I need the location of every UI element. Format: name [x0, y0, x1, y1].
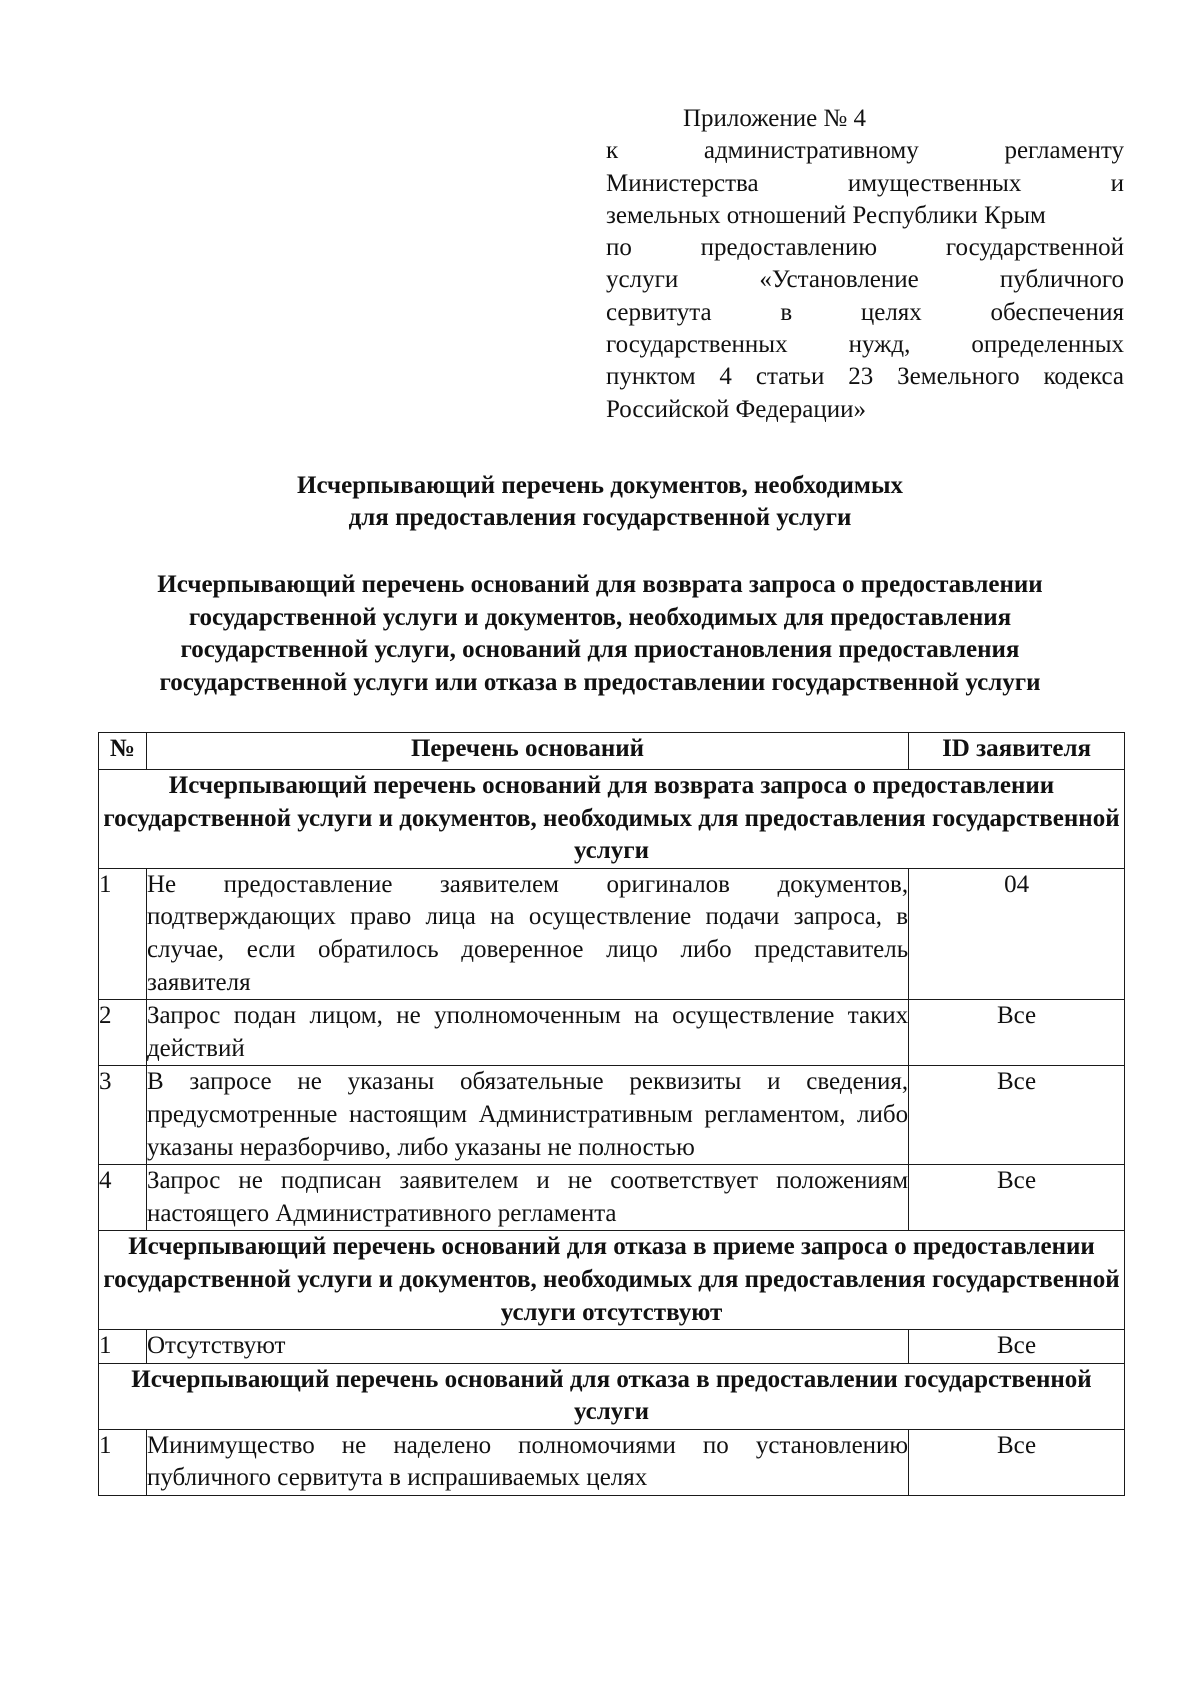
- heading-line: государственной услуги и документов, необходимых для предоставления: [188, 603, 1012, 631]
- appendix-line: Министерства имущественных и: [606, 169, 1124, 197]
- appendix-line: пунктом 4 статьи 23 Земельного кодекса: [606, 363, 1124, 391]
- table-row: [99, 1165, 1125, 1231]
- section-title: Исчерпывающий перечень оснований для отказа в предоставлении государственной услуги: [99, 1363, 1125, 1429]
- row-ground-text: Запрос не подписан заявителем и не соответствует положениям настоящего Административного регламента: [146, 1165, 908, 1231]
- section-title: Исчерпывающий перечень оснований для отказа в приеме запроса о предоставлении государственной услуги и документов, необходимых для предоставления государственной услуги отсутствуют: [99, 1231, 1125, 1330]
- row-number: 1: [99, 1429, 147, 1495]
- heading-line: Исчерпывающий перечень документов, необходимых: [297, 472, 903, 499]
- grounds-heading: [90, 569, 1110, 699]
- appendix-line: земельных отношений Республики Крым: [606, 201, 1046, 229]
- appendix-title: Приложение № 4: [683, 105, 867, 132]
- heading-line: для предоставления государственной услуги: [348, 504, 852, 531]
- appendix-line: государственных нужд, определенных: [606, 331, 1124, 359]
- row-applicant-id: Все: [909, 1000, 1125, 1066]
- table-header-row: [99, 733, 1125, 770]
- table-row: [99, 1000, 1125, 1066]
- grounds-table: [98, 732, 1125, 1496]
- section-title: Исчерпывающий перечень оснований для возврата запроса о предоставлении государственной услуги и документов, необходимых для предоставления государственной услуги: [99, 770, 1125, 869]
- row-applicant-id: Все: [909, 1165, 1125, 1231]
- appendix-line: сервитута в целях обеспечения: [606, 298, 1124, 326]
- appendix-line: к административному регламенту: [606, 137, 1124, 165]
- section-row: [99, 1363, 1125, 1429]
- header-number: №: [99, 733, 147, 770]
- row-number: 4: [99, 1165, 147, 1231]
- row-number: 1: [99, 868, 147, 999]
- row-applicant-id: Все: [909, 1330, 1125, 1364]
- row-ground-text: Отсутствуют: [146, 1330, 908, 1364]
- section-row: [99, 770, 1125, 869]
- row-number: 3: [99, 1066, 147, 1165]
- row-applicant-id: Все: [909, 1429, 1125, 1495]
- row-ground-text: Не предоставление заявителем оригиналов документов, подтверждающих право лица на осуществление подачи запроса, в случае, если обратилось доверенное лицо либо представитель заявителя: [146, 868, 908, 999]
- row-ground-text: Минимущество не наделено полномочиями по установлению публичного сервитута в испрашиваемых целях: [146, 1429, 908, 1495]
- row-number: 1: [99, 1330, 147, 1364]
- table-row: [99, 1066, 1125, 1165]
- heading-line: Исчерпывающий перечень оснований для возврата запроса о предоставлении: [157, 571, 1043, 598]
- row-ground-text: В запросе не указаны обязательные реквизиты и сведения, предусмотренные настоящим Административным регламентом, либо указаны неразборчиво, либо указаны не полностью: [146, 1066, 908, 1165]
- table-row: [99, 868, 1125, 999]
- appendix-line: Российской Федерации»: [606, 395, 867, 423]
- appendix-block: [606, 103, 1124, 426]
- table-row: [99, 1429, 1125, 1495]
- row-applicant-id: Все: [909, 1066, 1125, 1165]
- heading-line: государственной услуги или отказа в предоставлении государственной услуги: [159, 668, 1041, 696]
- appendix-line: услуги «Установление публичного: [606, 266, 1124, 294]
- documents-heading: [90, 470, 1110, 534]
- heading-line: государственной услуги, оснований для приостановления предоставления: [180, 636, 1020, 663]
- row-number: 2: [99, 1000, 147, 1066]
- row-applicant-id: 04: [909, 868, 1125, 999]
- appendix-line: по предоставлению государственной: [606, 234, 1124, 262]
- table-row: [99, 1330, 1125, 1364]
- header-grounds: Перечень оснований: [146, 733, 908, 770]
- header-applicant-id: ID заявителя: [909, 733, 1125, 770]
- row-ground-text: Запрос подан лицом, не уполномоченным на осуществление таких действий: [146, 1000, 908, 1066]
- section-row: [99, 1231, 1125, 1330]
